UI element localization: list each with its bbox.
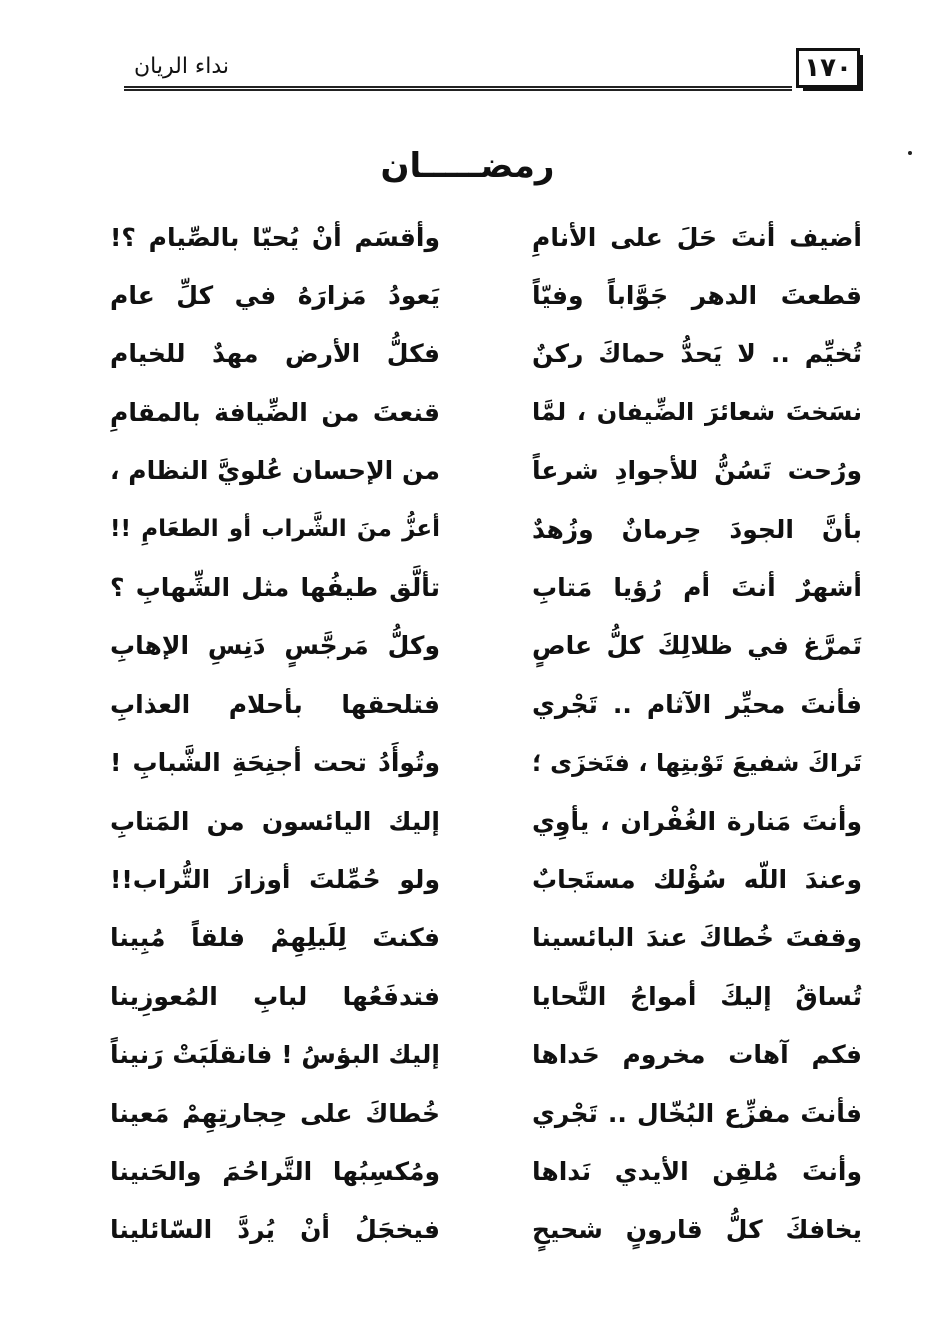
verse-second-hemistich: خُطاكَ على حِجارتِهِمْ مَعينا [110,1098,440,1128]
poem-title: رمضـــــان [380,146,555,186]
verse-row [110,1084,862,1142]
verse-row [110,1201,862,1259]
verse-second-hemistich: فتلحقها بأحلام العذابِ [110,689,440,719]
verse-row [110,266,862,324]
verse-first-hemistich: وقفتَ خُطاكَ عندَ البائسينا [532,923,862,953]
verse-second-hemistich: ولو حُمِّلتَ أوزارَ التُّراب!! [110,864,440,894]
verse-row [110,909,862,967]
verse-second-hemistich: فتدفَعُها لبابِ المُعوزِينا [110,981,440,1011]
book-title: نداء الريان [134,54,230,79]
verse-row [110,558,862,616]
verse-second-hemistich: قنعتَ من الضِّيافة بالمقامِ [110,397,440,427]
verse-first-hemistich: تُخيِّم .. لا يَحدُّ حماكَ ركنٌ [532,339,862,369]
verse-row [110,383,862,441]
verse-first-hemistich: قطعتَ الدهر جَوَّاباً وفيّاً [532,281,862,311]
verse-first-hemistich: وأنتَ مَنارة الغُفْران ، يأوِي [532,806,862,836]
verse-first-hemistich: فأنتَ محيِّر الآثام .. تَجْري [532,689,862,719]
verse-first-hemistich: تَراكَ شفيعَ تَوْبتِها ، فتَخزَى ؛ [532,748,862,777]
verse-first-hemistich: فكم آهات مخروم حَداها [532,1040,862,1070]
verse-row [110,734,862,792]
verse-first-hemistich: تَمرَّغ في ظلالِكَ كلُّ عاصٍ [532,631,862,661]
verse-second-hemistich: إليك البؤسُ ! فانقلَبَتْ رَنيناً [110,1040,440,1070]
verse-row [110,617,862,675]
verse-first-hemistich: يخافكَ كلُّ قارونٍ شحيحٍ [532,1215,862,1245]
verse-first-hemistich: أضيف أنتَ حَلَ على الأنامِ [532,222,862,252]
verse-first-hemistich: وأنتَ مُلقِن الأيدي نَداها [532,1156,862,1186]
verse-row [110,675,862,733]
verse-second-hemistich: من الإحسان عُلويَّ النظام ، [110,456,440,486]
verse-second-hemistich: فكنتَ لِلَيلِهِمْ فلقاً مُبِينا [110,923,440,953]
verse-first-hemistich: نسَختَ شعائرَ الضِّيفان ، لمَّا [532,398,862,427]
verse-first-hemistich: تُساقُ إليكَ أمواجُ التَّحايا [532,981,862,1011]
verse-first-hemistich: بأنَّ الجودَ حِرمانٌ وزُهدٌ [532,514,862,544]
verse-row [110,850,862,908]
verse-second-hemistich: فكلُّ الأرض مهدٌ للخيام [110,339,440,369]
poem-verses [110,208,862,1259]
verse-second-hemistich: وتُوأَدُ تحت أجنِحَةِ الشَّبابِ ! [110,748,440,778]
verse-row [110,792,862,850]
verse-row [110,1142,862,1200]
verse-second-hemistich: وأقسَم أنْ يُحيّا بالصِّيام ؟! [110,222,440,252]
verse-second-hemistich: تألَّق طيفُها مثل الشِّهابِ ؟ [110,573,440,603]
verse-second-hemistich: أعزُّ منَ الشَّراب أو الطعَامِ !! [110,516,440,543]
verse-first-hemistich: فأنتَ مفزِّع البُخّال .. تَجْري [532,1098,862,1128]
verse-first-hemistich: وعندَ اللّه سُؤْلك مستَجابٌ [532,864,862,894]
header-rule [124,86,792,91]
verse-second-hemistich: ومُكسِبُها التَّراحُمَ والحَنينا [110,1156,440,1186]
verse-second-hemistich: فيخجَلُ أنْ يُردَّ السّائلينا [110,1215,440,1245]
verse-row [110,967,862,1025]
verse-row [110,500,862,558]
verse-row [110,442,862,500]
verse-second-hemistich: يَعودُ مَزارَهُ في كلِّ عام [110,281,440,311]
verse-first-hemistich: أشهرٌ أنتَ أم رُؤيا مَتابِ [532,573,862,603]
running-header [124,40,860,92]
verse-first-hemistich: ورُحت تَسُنُّ للأجوادِ شرعاً [532,456,862,486]
verse-second-hemistich: وكلُّ مَرجَّسٍ دَنِسِ الإهابِ [110,631,440,661]
verse-row [110,208,862,266]
verse-row [110,325,862,383]
verse-second-hemistich: إليك اليائسون من المَتابِ [110,806,440,836]
verse-row [110,1025,862,1083]
page-number: ١٧٠ [796,48,860,88]
